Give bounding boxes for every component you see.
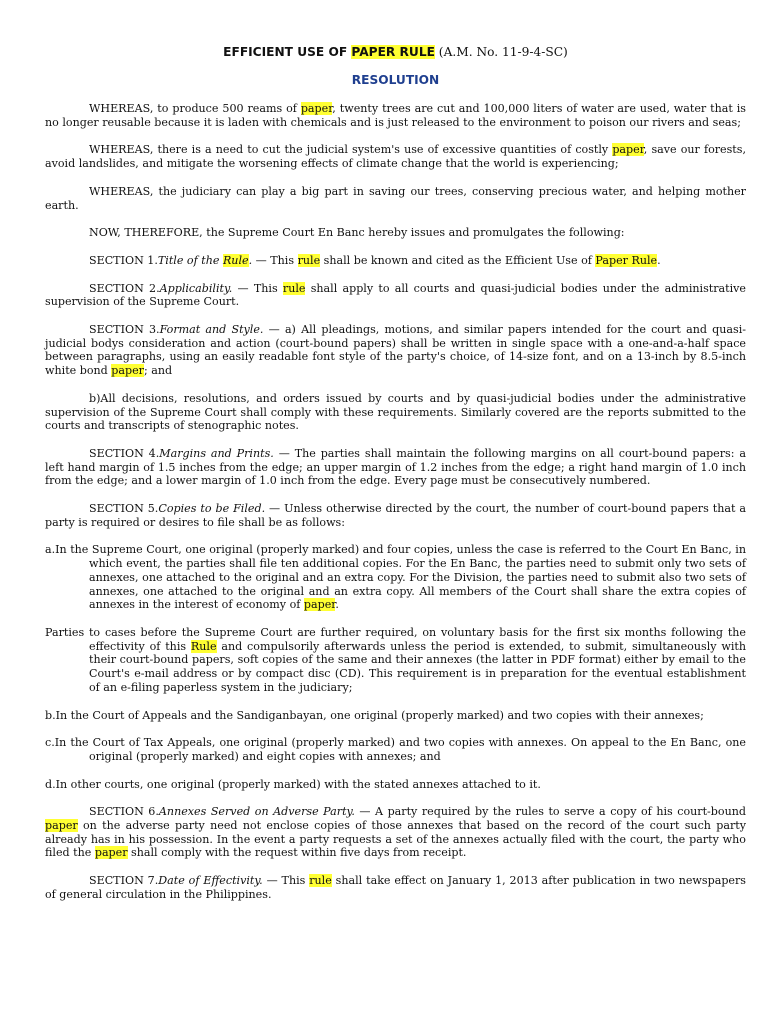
section-5-item-b: b.In the Court of Appeals and the Sandiganbayan, one original (properly marked) and two copies with their annexes; [45, 708, 704, 722]
whereas-paragraph-1: WHEREAS, to produce 500 reams of paper, twenty trees are cut and 100,000 liters of water are used, water that is no longer reusable because it is laden with chemicals and is just released to the environment to poison our rivers and seas; [45, 102, 746, 129]
search-highlight: PAPER RULE [351, 45, 435, 59]
section-6: SECTION 6.Annexes Served on Adverse Party. — A party required by the rules to serve a copy of his court-bound paper on the adverse party need not enclose copies of those annexes that based on the record of the court such party already has in his possession. In the event a party requests a set of the annexes actually filed with the court, the party who filed the paper shall comply with the request within five days from receipt. [45, 805, 746, 860]
resolution-heading: RESOLUTION [351, 73, 440, 87]
section-5-parties-paragraph: Parties to cases before the Supreme Court are further required, on voluntary basis for the first six months following the effectivity of this Rule and compulsorily afterwards unless the period is extended, to submit, simultaneously with their court-bound papers, soft copies of the same and their annexes (the latter in PDF format) either by email to the Court's e-mail address or by compact disc (CD). This requirement is in preparation for the eventual establishment of an e-filing paperless system in the judiciary; [45, 625, 746, 694]
search-highlight: Rule [222, 253, 249, 267]
section-3: SECTION 3.Format and Style. — a) All pleadings, motions, and similar papers intended for the court and quasi-judicial bodys consideration and action (court-bound papers) shall be written in single space with a one-and-a-half space between paragraphs, using an easily readable font style of the party's choice, of 14-size font, and on a 13-inch by 8.5-inch white bond paper; and [45, 323, 746, 378]
search-highlight: Paper Rule [595, 253, 658, 267]
search-highlight: paper [45, 819, 78, 833]
whereas-paragraph-2: WHEREAS, there is a need to cut the judicial system's use of excessive quantities of costly paper, save our forests, avoid landslides, and mitigate the worsening effects of climate change that the world is experiencing; [45, 143, 746, 171]
now-therefore-paragraph: NOW, THEREFORE, the Supreme Court En Banc hereby issues and promulgates the following: [89, 226, 625, 240]
search-highlight: Rule [190, 639, 217, 653]
section-7: SECTION 7.Date of Effectivity. — This rule shall take effect on January 1, 2013 after publication in two newspapers of general circulation in the Philippines. [45, 874, 746, 901]
section-1: SECTION 1.Title of the Rule. — This rule shall be known and cited as the Efficient Use of Paper Rule. [89, 253, 661, 267]
search-highlight: paper [94, 846, 128, 860]
section-5-item-a: a.In the Supreme Court, one original (properly marked) and four copies, unless the case is referred to the Court En Banc, in which event, the parties shall file ten additional copies. For the En Banc, the parties need to submit only two sets of annexes, one attached to the original and an extra copy. For the Division, the parties need to submit also two sets of annexes, one attached to the original and an extra copy. All members of the Court shall share the extra copies of annexes in the interest of economy of paper. [45, 543, 746, 612]
section-5-item-d: d.In other courts, one original (properly marked) with the stated annexes attached to it. [45, 777, 541, 791]
search-highlight: rule [282, 281, 306, 295]
section-3-b: b)All decisions, resolutions, and orders issued by courts and by quasi-judicial bodies under the administrative supervision of the Supreme Court shall comply with these requirements. Similarly covered are the reports submitted to the courts and transcripts of stenographic notes. [45, 391, 746, 433]
title-text: EFFICIENT USE OF [223, 45, 352, 59]
search-highlight: paper [300, 102, 333, 115]
document-title [45, 44, 746, 60]
search-highlight: rule [297, 253, 321, 267]
section-5: SECTION 5.Copies to be Filed. — Unless otherwise directed by the court, the number of court-bound papers that a party is required or desires to file shall be as follows: [45, 502, 746, 529]
section-2: SECTION 2.Applicability. — This rule shall apply to all courts and quasi-judicial bodies under the administrative supervision of the Supreme Court. [45, 281, 746, 309]
search-highlight: paper [111, 364, 144, 378]
title-reference: (A.M. No. 11-9-4-SC) [434, 45, 568, 59]
section-4: SECTION 4.Margins and Prints. — The parties shall maintain the following margins on all court-bound papers: a left hand margin of 1.5 inches from the edge; an upper margin of 1.2 inches from the edge; a right hand margin of 1.0 inch from the edge; and a lower margin of 1.0 inch from the edge. Every page must be consecutively numbered. [45, 446, 746, 488]
search-highlight: paper [303, 598, 336, 612]
section-5-item-c: c.In the Court of Tax Appeals, one original (properly marked) and two copies with annexes. On appeal to the En Banc, one original (properly marked) and eight copies with annexes; and [45, 736, 746, 763]
search-highlight: paper [612, 143, 644, 157]
search-highlight: rule [309, 874, 332, 888]
whereas-paragraph-3: WHEREAS, the judiciary can play a big part in saving our trees, conserving precious water, and helping mother earth. [45, 184, 746, 212]
